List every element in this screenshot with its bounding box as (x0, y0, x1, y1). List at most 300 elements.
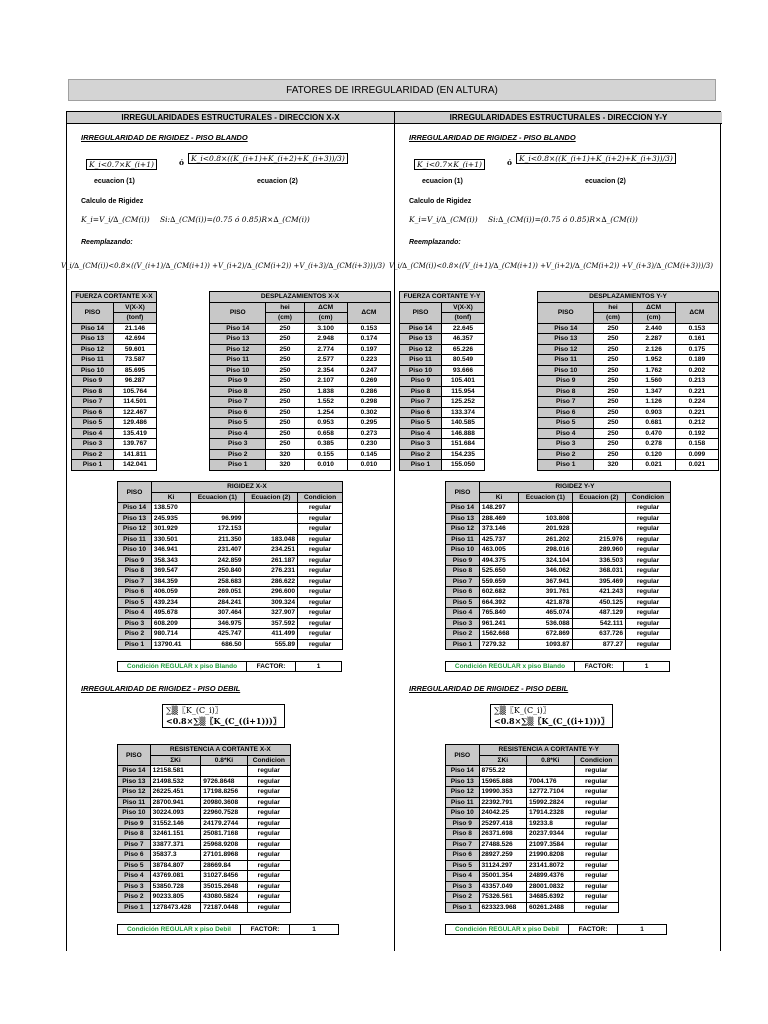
value-cell: 1.126 (632, 397, 675, 408)
value-cell (572, 513, 625, 524)
rigidez-section-title: IRREGULARIDAD DE RIGIDEZ - PISO BLANDO (81, 133, 248, 142)
formula-debil-line2: <0.8×∑▒〖K_(C_((i+1)))〗 (494, 716, 609, 726)
value-cell: 22392.791 (479, 797, 527, 808)
value-cell: 250.840 (191, 566, 244, 577)
value-cell: 250 (266, 355, 304, 366)
value-cell: 495.678 (151, 608, 190, 619)
fuerza-cortante-header: FUERZA CORTANTE Y-Y (400, 292, 485, 303)
value-cell: 25297.418 (479, 818, 527, 829)
value-cell (201, 766, 247, 777)
or-symbol: ó (179, 158, 185, 167)
table-row (210, 344, 391, 355)
value-cell: 250 (594, 386, 632, 397)
value-cell: regular (574, 902, 618, 913)
value-cell: 0.161 (675, 334, 718, 345)
value-cell: regular (247, 871, 290, 882)
desplazamientos-table (209, 291, 391, 471)
value-cell: 0.295 (347, 418, 390, 429)
value-cell: 7279.32 (479, 639, 518, 650)
value-cell: 172.153 (191, 524, 244, 535)
value-cell: 439.234 (151, 597, 190, 608)
value-cell: 0.221 (675, 407, 718, 418)
value-cell: regular (298, 597, 343, 608)
formula-reemplazo: V_i/∆_(CM(i))<0.8×((V_(i+1)/∆_(CM(i+1)) +V_(i+2)/∆_(CM(i+2)) +V_(i+3)/∆_(CM(i+3)))/3) (61, 262, 385, 270)
value-cell: 336.503 (572, 555, 625, 566)
col-dcm-delta: ΔCM (347, 302, 390, 323)
value-cell: 28700.941 (150, 797, 201, 808)
piso-cell: Piso 11 (446, 797, 480, 808)
value-cell: 288.469 (479, 513, 518, 524)
value-cell: 250 (266, 365, 304, 376)
value-cell: 0.658 (304, 428, 347, 439)
piso-cell: Piso 3 (210, 439, 266, 450)
formula-ki: K_i=V_i/∆_(CM(i)) (81, 215, 150, 224)
value-cell: regular (298, 639, 343, 650)
col-oki: 0.8*Ki (527, 755, 575, 766)
value-cell: 15992.2824 (527, 797, 575, 808)
col-ec1: Ecuacion (1) (191, 492, 244, 503)
value-cell: 406.059 (151, 587, 190, 598)
value-cell: 369.547 (151, 566, 190, 577)
value-cell: 59.601 (113, 344, 156, 355)
value-cell: 0.298 (347, 397, 390, 408)
piso-cell: Piso 3 (72, 439, 114, 450)
value-cell: regular (298, 618, 343, 629)
piso-cell: Piso 7 (72, 397, 114, 408)
value-cell: 961.241 (479, 618, 518, 629)
value-cell: 1.552 (304, 397, 347, 408)
table-row (446, 850, 619, 861)
value-cell: 139.767 (113, 439, 156, 450)
piso-cell: Piso 5 (118, 860, 151, 871)
value-cell: regular (247, 787, 290, 798)
value-cell: regular (247, 818, 290, 829)
piso-cell: Piso 8 (72, 386, 114, 397)
value-cell: 1.762 (632, 365, 675, 376)
value-cell (572, 524, 625, 535)
piso-cell: Piso 4 (72, 428, 114, 439)
value-cell: 19233.8 (527, 818, 575, 829)
table-row (118, 587, 343, 598)
value-cell: 425.747 (191, 629, 244, 640)
value-cell: 261.202 (519, 534, 572, 545)
table-row (72, 323, 157, 334)
value-cell: regular (298, 513, 343, 524)
value-cell: 542.111 (572, 618, 625, 629)
value-cell: 0.175 (675, 344, 718, 355)
table-row (210, 334, 391, 345)
value-cell: 463.005 (479, 545, 518, 556)
value-cell: 250 (594, 439, 632, 450)
value-cell (244, 513, 297, 524)
table-row (210, 397, 391, 408)
value-cell: 105.764 (113, 386, 156, 397)
piso-cell: Piso 12 (446, 787, 480, 798)
piso-cell: Piso 1 (210, 460, 266, 471)
value-cell: 60261.2488 (527, 902, 575, 913)
table-row (446, 534, 671, 545)
col-cm: (cm) (594, 313, 632, 324)
table-row (446, 513, 671, 524)
piso-cell: Piso 11 (72, 355, 114, 366)
rigidez-header: RIGIDEZ Y-Y (479, 482, 670, 493)
table-row (446, 524, 671, 535)
piso-cell: Piso 7 (210, 397, 266, 408)
table-row (446, 629, 671, 640)
value-cell: 0.278 (632, 439, 675, 450)
value-cell: regular (298, 576, 343, 587)
panel-x (61, 112, 394, 952)
value-cell: 0.470 (632, 428, 675, 439)
value-cell: 250 (266, 439, 304, 450)
value-cell: 90233.805 (150, 892, 201, 903)
value-cell: 0.021 (632, 460, 675, 471)
value-cell: regular (574, 797, 618, 808)
value-cell: 115.954 (441, 386, 484, 397)
factor-debil-value: 1 (617, 924, 667, 935)
value-cell: 0.286 (347, 386, 390, 397)
piso-cell: Piso 10 (446, 545, 480, 556)
table-row (72, 407, 157, 418)
value-cell: regular (298, 608, 343, 619)
value-cell: 296.600 (244, 587, 297, 598)
value-cell: regular (247, 776, 290, 787)
value-cell: regular (247, 808, 290, 819)
col-piso: PISO (446, 745, 480, 766)
table-row (446, 555, 671, 566)
col-piso: PISO (446, 482, 480, 503)
value-cell: 307.464 (191, 608, 244, 619)
value-cell: 21097.3584 (527, 839, 575, 850)
value-cell: 357.592 (244, 618, 297, 629)
value-cell: 183.048 (244, 534, 297, 545)
status-row-blando (117, 661, 341, 672)
piso-cell: Piso 6 (446, 850, 480, 861)
value-cell: 309.324 (244, 597, 297, 608)
value-cell: 30224.093 (150, 808, 201, 819)
value-cell: regular (574, 776, 618, 787)
value-cell: 24899.4376 (527, 871, 575, 882)
value-cell: 35001.354 (479, 871, 527, 882)
resistencia-table (117, 744, 291, 913)
piso-cell: Piso 1 (118, 902, 151, 913)
col-ec2: Ecuacion (2) (244, 492, 297, 503)
table-row (210, 355, 391, 366)
value-cell: regular (298, 545, 343, 556)
table-row (118, 534, 343, 545)
value-cell: 250 (594, 407, 632, 418)
value-cell: 320 (266, 449, 304, 460)
value-cell: 250 (594, 365, 632, 376)
table-row (446, 545, 671, 556)
value-cell: 765.840 (479, 608, 518, 619)
value-cell: 140.585 (441, 418, 484, 429)
value-cell: regular (626, 503, 671, 514)
rigidez-section-title: IRREGULARIDAD DE RIGIDEZ - PISO BLANDO (409, 133, 576, 142)
debil-section-title: IRREGULARIDAD DE RIIGIDEZ - PISO DEBIL (81, 684, 241, 693)
calculo-rigidez-label: Calculo de Rigidez (409, 198, 472, 205)
col-ki: Ki (151, 492, 190, 503)
value-cell: 201.928 (519, 524, 572, 535)
value-cell: regular (574, 892, 618, 903)
value-cell: 250 (266, 428, 304, 439)
value-cell: 135.419 (113, 428, 156, 439)
value-cell: 250 (594, 376, 632, 387)
table-row (118, 808, 291, 819)
value-cell: regular (626, 545, 671, 556)
value-cell: 0.385 (304, 439, 347, 450)
table-row (400, 449, 485, 460)
value-cell: 0.153 (347, 323, 390, 334)
value-cell: 12772.7104 (527, 787, 575, 798)
value-cell: regular (574, 850, 618, 861)
piso-cell: Piso 7 (538, 397, 594, 408)
piso-cell: Piso 6 (210, 407, 266, 418)
value-cell: 32461.151 (150, 829, 201, 840)
piso-cell: Piso 11 (118, 534, 152, 545)
value-cell: 250 (266, 344, 304, 355)
calculo-rigidez-label: Calculo de Rigidez (81, 198, 144, 205)
value-cell: 286.622 (244, 576, 297, 587)
value-cell: 346.941 (151, 545, 190, 556)
table-row (72, 344, 157, 355)
value-cell: 421.878 (519, 597, 572, 608)
table-row (210, 323, 391, 334)
value-cell: 608.209 (151, 618, 190, 629)
value-cell: 0.145 (347, 449, 390, 460)
table-row (118, 597, 343, 608)
piso-cell: Piso 2 (538, 449, 594, 460)
value-cell: 80.549 (441, 355, 484, 366)
piso-cell: Piso 8 (210, 386, 266, 397)
value-cell: 155.050 (441, 460, 484, 471)
piso-cell: Piso 13 (446, 513, 480, 524)
value-cell: 234.251 (244, 545, 297, 556)
value-cell: 250 (594, 449, 632, 460)
value-cell: 0.189 (675, 355, 718, 366)
value-cell: 0.155 (304, 449, 347, 460)
value-cell: 250 (266, 407, 304, 418)
col-condicion: Condicion (626, 492, 671, 503)
resistencia-header: RESISTENCIA A CORTANTE Y-Y (479, 745, 619, 756)
table-row (400, 323, 485, 334)
piso-cell: Piso 8 (538, 386, 594, 397)
value-cell: regular (247, 829, 290, 840)
table-row (446, 881, 619, 892)
value-cell: regular (626, 534, 671, 545)
value-cell: 1.952 (632, 355, 675, 366)
table-row (400, 355, 485, 366)
piso-cell: Piso 11 (210, 355, 266, 366)
value-cell: 22960.7528 (201, 808, 247, 819)
table-row (118, 787, 291, 798)
value-cell: 2.354 (304, 365, 347, 376)
value-cell: 138.570 (151, 503, 190, 514)
piso-cell: Piso 9 (118, 555, 152, 566)
value-cell: 330.501 (151, 534, 190, 545)
value-cell: 0.021 (675, 460, 718, 471)
table-row (538, 365, 719, 376)
table-row (446, 839, 619, 850)
piso-cell: Piso 9 (538, 376, 594, 387)
piso-cell: Piso 9 (400, 376, 442, 387)
value-cell (519, 503, 572, 514)
table-row (210, 460, 391, 471)
value-cell: regular (298, 503, 343, 514)
value-cell: 1.838 (304, 386, 347, 397)
piso-cell: Piso 6 (118, 587, 152, 598)
table-row (72, 386, 157, 397)
col-piso: PISO (118, 482, 152, 503)
factor-blando-value: 1 (623, 661, 670, 672)
value-cell: 602.682 (479, 587, 518, 598)
value-cell: 425.737 (479, 534, 518, 545)
value-cell: 25081.7168 (201, 829, 247, 840)
resistencia-header: RESISTENCIA A CORTANTE X-X (150, 745, 290, 756)
value-cell: 105.401 (441, 376, 484, 387)
value-cell: 346.975 (191, 618, 244, 629)
value-cell: 298.016 (519, 545, 572, 556)
piso-cell: Piso 14 (400, 323, 442, 334)
value-cell: 42.694 (113, 334, 156, 345)
panel-header: IRREGULARIDADES ESTRUCTURALES - DIRECCION X-X (67, 112, 394, 124)
value-cell: 211.350 (191, 534, 244, 545)
value-cell: 0.010 (304, 460, 347, 471)
table-row (72, 428, 157, 439)
value-cell: 25968.9208 (201, 839, 247, 850)
value-cell: 148.297 (479, 503, 518, 514)
table-row (446, 818, 619, 829)
piso-cell: Piso 1 (538, 460, 594, 471)
col-hei: hei (266, 302, 304, 313)
value-cell: regular (626, 597, 671, 608)
value-cell: 46.357 (441, 334, 484, 345)
piso-cell: Piso 8 (446, 829, 480, 840)
desplazamientos-header: DESPLAZAMIENTOS X-X (210, 292, 391, 303)
piso-cell: Piso 6 (538, 407, 594, 418)
value-cell: 0.202 (675, 365, 718, 376)
value-cell: 536.088 (519, 618, 572, 629)
col-v: V(X-X) (441, 302, 484, 313)
value-cell: 43080.5824 (201, 892, 247, 903)
piso-cell: Piso 12 (446, 524, 480, 535)
piso-cell: Piso 1 (446, 902, 480, 913)
table-row (210, 365, 391, 376)
or-symbol: ó (507, 158, 513, 167)
value-cell: 12158.581 (150, 766, 201, 777)
piso-cell: Piso 7 (118, 576, 152, 587)
value-cell: regular (626, 566, 671, 577)
table-row (72, 376, 157, 387)
piso-cell: Piso 4 (446, 608, 480, 619)
piso-cell: Piso 2 (210, 449, 266, 460)
piso-cell: Piso 1 (446, 639, 480, 650)
piso-cell: Piso 5 (118, 597, 152, 608)
value-cell: 7004.176 (527, 776, 575, 787)
value-cell: 623323.968 (479, 902, 527, 913)
piso-cell: Piso 2 (400, 449, 442, 460)
table-row (118, 555, 343, 566)
piso-cell: Piso 12 (118, 524, 152, 535)
table-row (118, 629, 343, 640)
value-cell (191, 503, 244, 514)
value-cell: regular (626, 639, 671, 650)
col-piso: PISO (72, 302, 114, 323)
col-hei: hei (594, 302, 632, 313)
table-row (538, 334, 719, 345)
piso-cell: Piso 6 (118, 850, 151, 861)
table-row (538, 376, 719, 387)
table-row (400, 365, 485, 376)
piso-cell: Piso 8 (446, 566, 480, 577)
value-cell: 33877.371 (150, 839, 201, 850)
value-cell: 250 (594, 418, 632, 429)
col-dcm-delta: ΔCM (675, 302, 718, 323)
piso-cell: Piso 11 (446, 534, 480, 545)
value-cell: 494.375 (479, 555, 518, 566)
piso-cell: Piso 9 (446, 555, 480, 566)
table-row (400, 376, 485, 387)
value-cell: regular (247, 902, 290, 913)
piso-cell: Piso 10 (72, 365, 114, 376)
value-cell: regular (247, 860, 290, 871)
value-cell: 877.27 (572, 639, 625, 650)
status-row-debil (445, 924, 666, 935)
value-cell: 122.467 (113, 407, 156, 418)
table-row (118, 818, 291, 829)
value-cell: regular (574, 860, 618, 871)
table-row (118, 524, 343, 535)
value-cell: 24042.25 (479, 808, 527, 819)
panel-y (389, 112, 722, 952)
piso-cell: Piso 12 (72, 344, 114, 355)
value-cell: regular (626, 555, 671, 566)
value-cell: regular (626, 513, 671, 524)
value-cell: regular (247, 892, 290, 903)
value-cell: regular (298, 587, 343, 598)
value-cell: 8755.22 (479, 766, 527, 777)
piso-cell: Piso 12 (538, 344, 594, 355)
col-ec2: Ecuacion (2) (572, 492, 625, 503)
value-cell: 35837.3 (150, 850, 201, 861)
value-cell: 0.223 (347, 355, 390, 366)
piso-cell: Piso 10 (118, 808, 151, 819)
factor-label: FACTOR: (574, 661, 624, 672)
value-cell: 450.125 (572, 597, 625, 608)
value-cell: 9726.8648 (201, 776, 247, 787)
value-cell: 1.560 (632, 376, 675, 387)
value-cell: 93.666 (441, 365, 484, 376)
formula-debil (162, 704, 285, 728)
piso-cell: Piso 10 (446, 808, 480, 819)
ecuacion-2-label: ecuacion (2) (585, 178, 626, 185)
piso-cell: Piso 4 (400, 428, 442, 439)
value-cell: 320 (594, 460, 632, 471)
table-row (538, 428, 719, 439)
value-cell: 250 (594, 428, 632, 439)
irregularity-sheet (61, 111, 721, 951)
table-row (72, 397, 157, 408)
table-row (538, 323, 719, 334)
value-cell: 0.010 (347, 460, 390, 471)
formula-eq1: K_i<0.7×K_(i+1) (414, 159, 485, 170)
ecuacion-2-label: ecuacion (2) (257, 178, 298, 185)
piso-cell: Piso 5 (210, 418, 266, 429)
formula-reemplazo: V_i/∆_(CM(i))<0.8×((V_(i+1)/∆_(CM(i+1)) +V_(i+2)/∆_(CM(i+2)) +V_(i+3)/∆_(CM(i+3)))/3) (389, 262, 713, 270)
ecuacion-1-label: ecuacion (1) (94, 178, 135, 185)
formula-si: Si:∆_(CM(i))=(0.75 ó 0.85)R×∆_(CM(i)) (160, 215, 310, 224)
piso-cell: Piso 1 (400, 460, 442, 471)
